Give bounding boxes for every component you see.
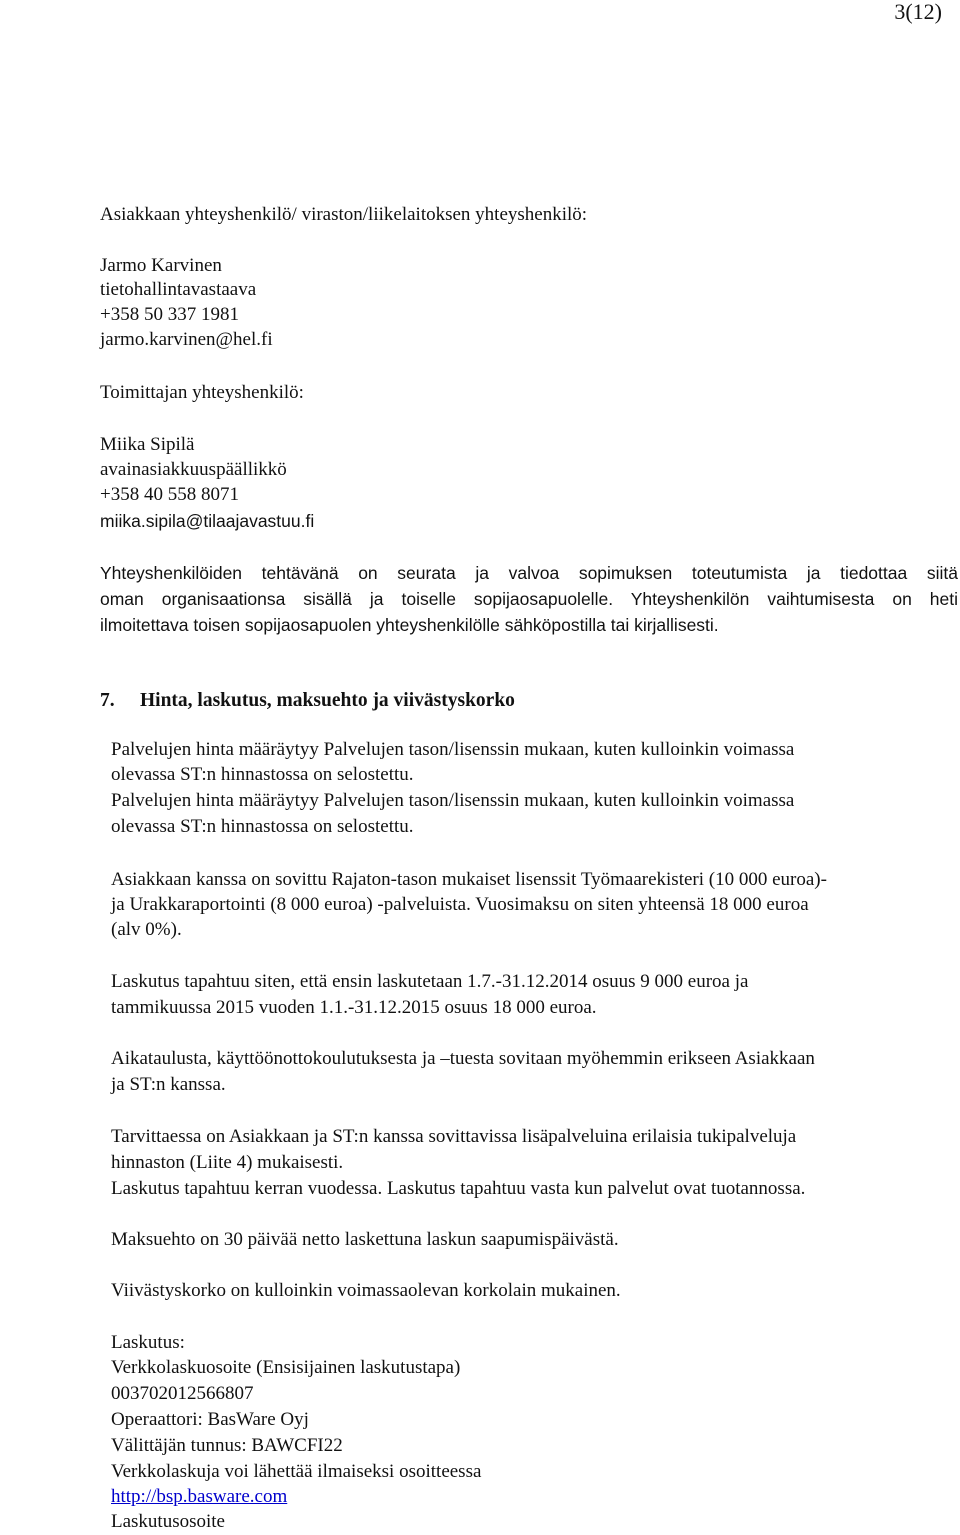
price-paragraph-line: Palvelujen hinta määräytyy Palvelujen tason/lisenssin mukaan, kuten kulloinkin voimassa <box>111 739 795 760</box>
supplier-contact-heading: Toimittajan yhteyshenkilö: <box>100 382 304 403</box>
agreement-paragraph-line: (alv 0%). <box>111 919 182 940</box>
basware-link[interactable]: http://bsp.basware.com <box>111 1486 288 1507</box>
section-title: Hinta, laskutus, maksuehto ja viivästyskorko <box>140 690 515 711</box>
einvoice-address: 003702012566807 <box>111 1383 254 1404</box>
extra-services-line: Tarvittaessa on Asiakkaan ja ST:n kanssa sovittavissa lisäpalveluina erilaisia tukipalveluja <box>111 1126 797 1147</box>
customer-contact-title: tietohallintavastaava <box>100 279 257 300</box>
billing-address-label: Laskutusosoite <box>111 1511 225 1532</box>
page-number: 3(12) <box>894 0 942 24</box>
einvoice-address-label: Verkkolaskuosoite (Ensisijainen laskutustapa) <box>111 1357 461 1378</box>
schedule-paragraph-line: Aikataulusta, käyttöönottokoulutuksesta ja –tuesta sovitaan myöhemmin erikseen Asiakkaan <box>111 1048 815 1069</box>
billing-paragraph-line: tammikuussa 2015 vuoden 1.1.-31.12.2015 osuus 18 000 euroa. <box>111 997 597 1018</box>
supplier-contact-title: avainasiakkuuspäällikkö <box>100 459 287 480</box>
schedule-paragraph-line: ja ST:n kanssa. <box>111 1074 226 1095</box>
supplier-contact-name: Miika Sipilä <box>100 434 195 455</box>
contact-paragraph-line: ilmoitettava toisen sopijaosapuolen yhteyshenkilölle sähköpostilla tai kirjallisesti. <box>100 615 719 635</box>
price-paragraph-line: olevassa ST:n hinnastossa on selostettu. <box>111 816 414 837</box>
agreement-paragraph-line: ja Urakkaraportointi (8 000 euroa) -palveluista. Vuosimaksu on siten yhteensä 18 000 euroa <box>111 894 809 915</box>
contact-paragraph-line: oman organisaationsa sisällä ja toiselle sopijaosapuolelle. Yhteyshenkilön vaihtumisesta on heti <box>100 589 958 609</box>
supplier-contact-phone: +358 40 558 8071 <box>100 484 239 505</box>
free-send-note: Verkkolaskuja voi lähettää ilmaiseksi osoitteessa <box>111 1461 482 1482</box>
price-paragraph-line: olevassa ST:n hinnastossa on selostettu. <box>111 764 414 785</box>
customer-contact-name: Jarmo Karvinen <box>100 255 222 276</box>
billing-paragraph-line: Laskutus tapahtuu siten, että ensin laskutetaan 1.7.-31.12.2014 osuus 9 000 euroa ja <box>111 971 749 992</box>
customer-contact-heading: Asiakkaan yhteyshenkilö/ viraston/liikelaitoksen yhteyshenkilö: <box>100 204 588 225</box>
agreement-paragraph-line: Asiakkaan kanssa on sovittu Rajaton-tason mukaiset lisenssit Työmaarekisteri (10 000 euroa)- <box>111 869 827 890</box>
operator: Operaattori: BasWare Oyj <box>111 1409 309 1430</box>
extra-services-line: hinnaston (Liite 4) mukaisesti. <box>111 1152 344 1173</box>
section-heading <box>100 688 515 714</box>
extra-services-line: Laskutus tapahtuu kerran vuodessa. Laskutus tapahtuu vasta kun palvelut ovat tuotannossa. <box>111 1178 806 1199</box>
invoicing-heading: Laskutus: <box>111 1332 185 1353</box>
contact-paragraph-line: Yhteyshenkilöiden tehtävänä on seurata ja valvoa sopimuksen toteutumista ja tiedottaa siitä <box>100 563 958 583</box>
section-number: 7. <box>100 690 115 711</box>
supplier-contact-email: miika.sipila@tilaajavastuu.fi <box>100 511 315 531</box>
price-paragraph-line: Palvelujen hinta määräytyy Palvelujen tason/lisenssin mukaan, kuten kulloinkin voimassa <box>111 790 795 811</box>
payment-terms: Maksuehto on 30 päivää netto laskettuna laskun saapumispäivästä. <box>111 1229 619 1250</box>
intermediary-id: Välittäjän tunnus: BAWCFI22 <box>111 1435 343 1456</box>
customer-contact-phone: +358 50 337 1981 <box>100 304 239 325</box>
late-interest: Viivästyskorko on kulloinkin voimassaolevan korkolain mukainen. <box>111 1280 621 1301</box>
customer-contact-email: jarmo.karvinen@hel.fi <box>100 329 273 350</box>
